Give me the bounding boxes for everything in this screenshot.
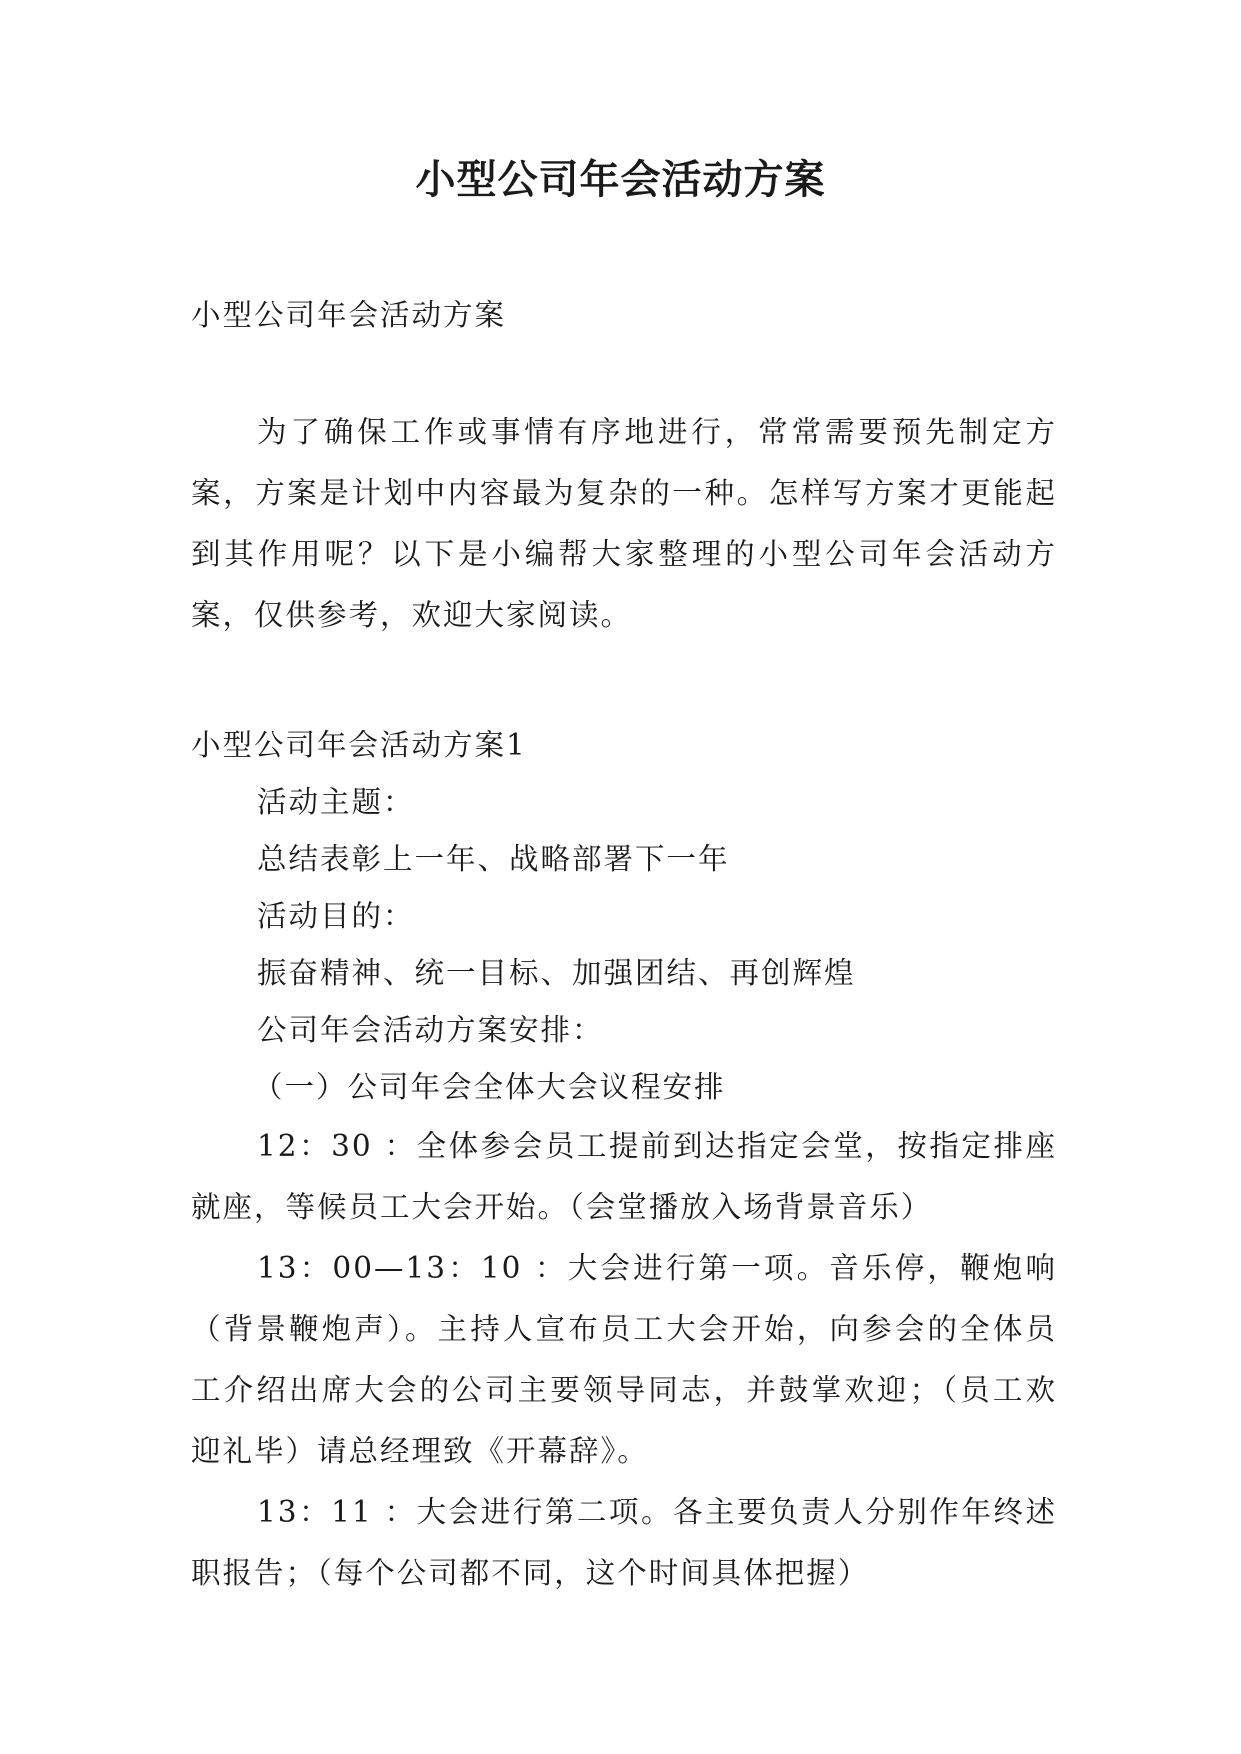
agenda-heading: （一）公司年会全体大会议程安排 bbox=[253, 1070, 726, 1104]
purpose-label: 活动目的： bbox=[257, 899, 415, 933]
theme-value: 总结表彰上一年、战略部署下一年 bbox=[257, 842, 730, 876]
purpose-value: 振奋精神、统一目标、加强团结、再创辉煌 bbox=[257, 956, 856, 990]
intro-paragraph: 为了确保工作或事情有序地进行，常常需要预先制定方案，方案是计划中内容最为复杂的一种。怎样写方案才更能起到其作用呢？以下是小编帮大家整理的小型公司年会活动方案，仅供参考，欢迎大家阅读。 bbox=[191, 415, 1057, 632]
document-subtitle: 小型公司年会活动方案 bbox=[191, 298, 507, 332]
document-title: 小型公司年会活动方案 bbox=[415, 156, 826, 203]
agenda-item: 13：00—13：10 ：大会进行第一项。音乐停，鞭炮响（背景鞭炮声）。主持人宣布员工大会开始，向参会的全体员工介绍出席大会的公司主要领导同志，并鼓掌欢迎；（员工欢迎礼毕）请总经理致《开幕辞》。 bbox=[191, 1251, 1057, 1468]
agenda-item: 13：11 ：大会进行第二项。各主要负责人分别作年终述职报告；（每个公司都不同，这个时间具体把握） bbox=[191, 1495, 1057, 1590]
section-heading: 小型公司年会活动方案1 bbox=[191, 728, 527, 762]
document-body bbox=[191, 286, 1057, 1604]
theme-label: 活动主题： bbox=[257, 785, 415, 819]
agenda-item: 12：30 ：全体参会员工提前到达指定会堂，按指定排座就座，等候员工大会开始。（会堂播放入场背景音乐） bbox=[191, 1129, 1057, 1224]
arrangement-label: 公司年会活动方案安排： bbox=[257, 1013, 604, 1047]
